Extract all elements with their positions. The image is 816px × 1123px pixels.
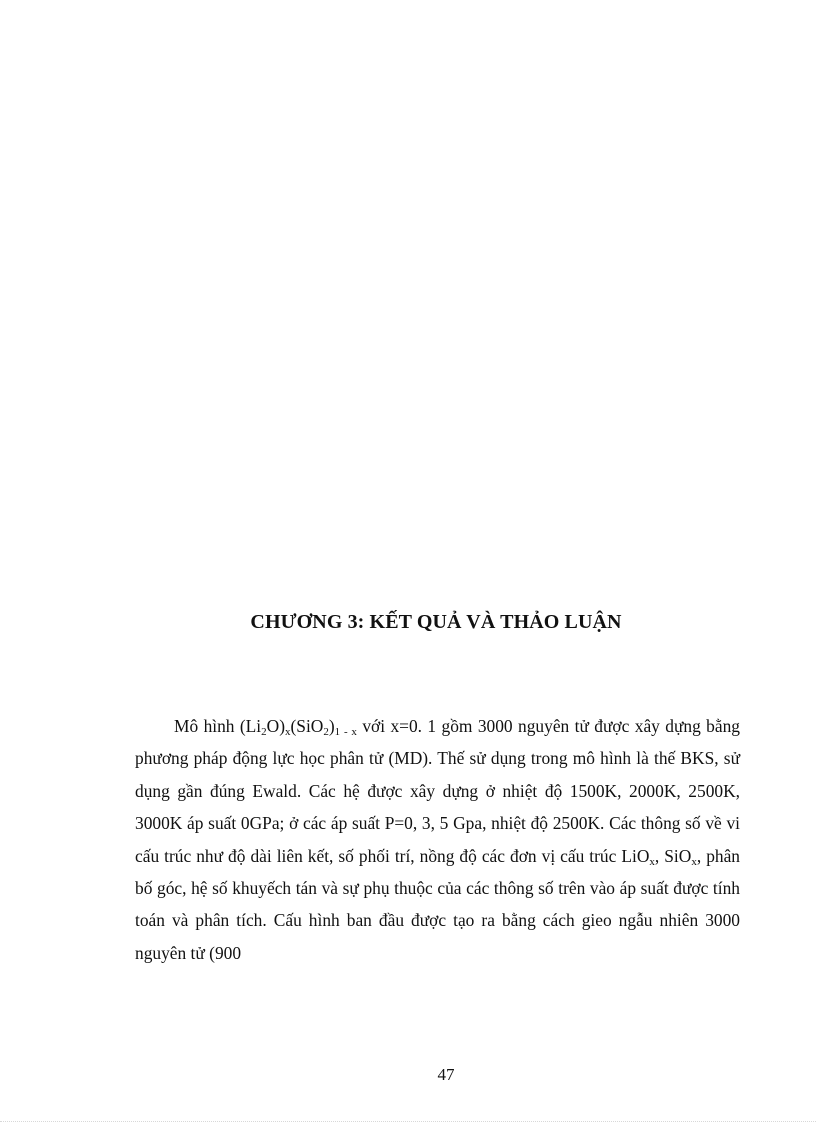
text-segment: ): [328, 716, 335, 736]
page-number: 47: [437, 1065, 455, 1084]
body-paragraph: [135, 710, 740, 969]
subscript: x: [691, 855, 697, 868]
footer-divider: [0, 1121, 816, 1122]
chapter-title: CHƯƠNG 3: KẾT QUẢ VÀ THẢO LUẬN: [250, 611, 622, 633]
subscript: 2: [261, 726, 267, 738]
text-segment: , SiO: [654, 845, 692, 866]
text-segment: O): [266, 716, 285, 736]
subscript: x: [285, 726, 291, 738]
text-segment: (SiO: [290, 716, 324, 736]
text-segment: , phân bố góc, hệ số khuyếch tán và sự phụ thuộc của các thông số trên vào áp suất được tính toán và phân tích. Cấu hình ban đầu được tạo ra bằng cách gieo ngẫu nhiên 3000 nguyên tử (900: [135, 845, 740, 963]
text-segment: Mô hình (Li: [174, 716, 262, 736]
text-segment: với x=0. 1 gồm 3000 nguyên tử được xây dựng bằng phương pháp động lực học phân tử (MD). Thế sử dụng trong mô hình là thế BKS, sử dụng gần đúng Ewald. Các hệ được xây dựng ở nhiệt độ 1500K, 2000K, 2500K, 3000K áp suất 0GPa; ở các áp suất P=0, 3, 5 Gpa, nhiệt độ 2500K. Các thông số về vi cấu trúc như độ dài liên kết, số phối trí, nồng độ các đơn vị cấu trúc LiO: [135, 716, 740, 866]
subscript: 1 - x: [334, 726, 357, 738]
subscript: 2: [323, 726, 329, 738]
subscript: x: [649, 855, 655, 868]
